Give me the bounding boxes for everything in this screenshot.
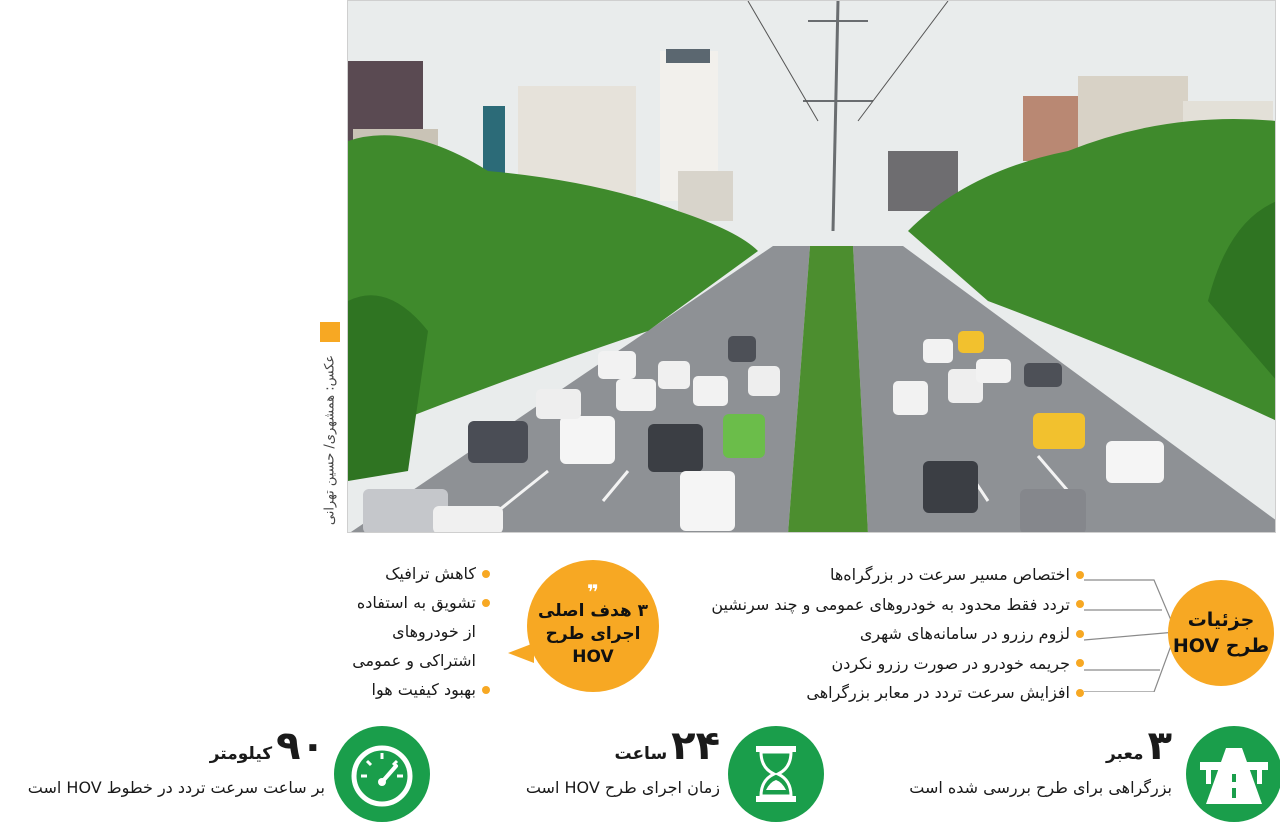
stat-speed-number	[209, 723, 325, 769]
stat-speed-desc: بر ساعت سرعت تردد در خطوط HOV است	[27, 778, 325, 797]
bullet-icon	[1076, 600, 1084, 608]
bullet-icon	[1076, 689, 1084, 697]
details-title-line2: طرح HOV	[1172, 635, 1270, 657]
bullet-icon	[1076, 571, 1084, 579]
stat-highways-number	[1105, 723, 1172, 769]
goals-item	[352, 646, 490, 675]
highway-photo-illustration	[348, 1, 1276, 533]
goals-item-text: از خودروهای	[392, 622, 476, 641]
goals-title-line1: ۳ هدف اصلی	[538, 600, 648, 621]
details-item	[711, 649, 1084, 679]
details-item-text: افزایش سرعت تردد در معابر بزرگراهی	[806, 683, 1070, 703]
goals-title-badge	[527, 560, 659, 692]
details-item	[711, 560, 1084, 590]
stat-unit: ساعت	[614, 744, 668, 764]
hov-details-section	[711, 560, 1274, 705]
highway-photo	[347, 0, 1276, 533]
bullet-icon	[482, 686, 490, 694]
details-title-line1: جزئیات	[1187, 609, 1255, 631]
details-list	[711, 560, 1084, 708]
goals-item-text: کاهش ترافیک	[385, 564, 476, 583]
bullet-icon	[1076, 659, 1084, 667]
details-item	[711, 590, 1084, 620]
goals-item-text: اشتراکی و عمومی	[352, 651, 476, 670]
stat-unit: کیلومتر	[209, 744, 273, 764]
stat-hours	[500, 720, 830, 830]
goals-item	[352, 675, 490, 704]
goals-title-line2: اجرای طرح HOV	[545, 623, 641, 667]
details-item	[711, 678, 1084, 708]
goals-item	[352, 559, 490, 588]
stat-value: ۲۴	[671, 723, 720, 769]
goals-item	[352, 588, 490, 617]
bullet-icon	[1076, 630, 1084, 638]
bullet-icon	[482, 599, 490, 607]
goals-item	[352, 617, 490, 646]
hourglass-icon	[728, 726, 824, 822]
details-connector	[1084, 570, 1176, 692]
hov-goals-section	[0, 555, 700, 705]
bullet-icon	[482, 570, 490, 578]
speedometer-icon	[334, 726, 430, 822]
details-item-text: تردد فقط محدود به خودروهای عمومی و چند سرنشین	[711, 594, 1070, 614]
stat-value: ۳	[1147, 723, 1172, 769]
credit-marker	[320, 322, 340, 342]
photo-credit	[318, 350, 342, 530]
stat-highways-desc: بزرگراهی برای طرح بررسی شده است	[909, 778, 1172, 797]
details-item-text: لزوم رزرو در سامانه‌های شهری	[859, 624, 1070, 644]
stat-unit: معبر	[1105, 744, 1144, 764]
photo-credit-text: عکس: همشهری/ حسین تهرانی	[322, 354, 338, 526]
stat-speed	[10, 720, 435, 830]
quote-icon: ❞	[587, 579, 599, 604]
stat-hours-desc: زمان اجرای طرح HOV است	[525, 778, 720, 797]
goals-list	[352, 559, 490, 704]
stat-hours-number	[614, 723, 720, 769]
details-item-text: اختصاص مسیر سرعت در بزرگراه‌ها	[829, 565, 1070, 585]
details-title-badge	[1168, 580, 1274, 686]
stat-value: ۹۰	[276, 723, 325, 769]
details-item	[711, 619, 1084, 649]
details-item-text: جریمه خودرو در صورت رزرو نکردن	[831, 653, 1070, 673]
stat-highways	[910, 720, 1280, 830]
goals-item-text: بهبود کیفیت هوا	[371, 680, 476, 699]
goals-item-text: تشویق به استفاده	[356, 593, 476, 612]
highway-icon	[1186, 726, 1280, 822]
